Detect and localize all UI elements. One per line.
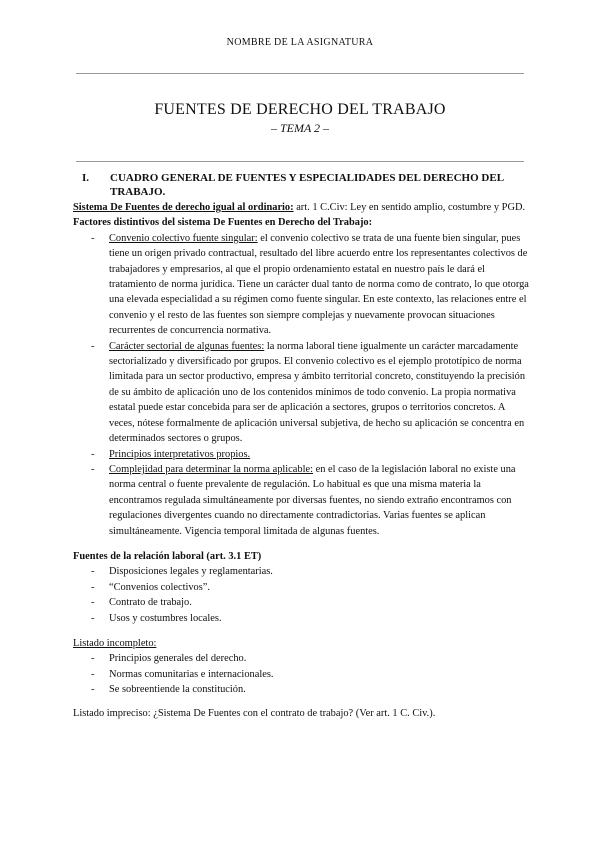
list-item: - Contrato de trabajo.: [73, 595, 529, 610]
dash-bullet: -: [91, 566, 95, 578]
listado-incompleto-heading: Listado incompleto:: [73, 637, 157, 649]
factor-term: Convenio colectivo fuente singular:: [109, 232, 258, 244]
document-body: [73, 171, 529, 721]
fuentes-relacion-heading: Fuentes de la relación laboral (art. 3.1 ET): [73, 550, 262, 562]
listado-incompleto-list: [73, 651, 529, 697]
factor-text: la norma laboral tiene igualmente un carácter marcadamente sectorializado y diversificado por grupos. El convenio colectivo es el ejemplo prototípico de norma limitada para un sector productivo, empresa y ámbito territorial concreto, constituyendo la precisión de su ámbito de aplicación uno de los contenidos mínimos de todo convenio. La propia normativa estatal puede estar concebida para ser de aplicación a sectores, grupos o territorios concretos. A veces, nótese formalmente de aplicación universal subjetiva, de hecho su aplicación se concentra en determinados sectores o grupos.: [109, 340, 526, 445]
fuentes-relacion-list: [73, 564, 529, 626]
factores-list: [73, 231, 529, 539]
dash-bullet: -: [91, 232, 95, 244]
factor-term: Complejidad para determinar la norma aplicable:: [109, 463, 313, 475]
factor-text: el convenio colectivo se trata de una fuente bien singular, pues tiene un origen privado contractual, resultado del libre acuerdo entre los representantes colectivos de trabajadores y empresarios, al que el propio ordenamiento estatal en nuestro país le dará el tratamiento de norma jurídica. Tiene un carácter dual tanto de norma como de contrato, lo que otorga una elevada especialidad a su régimen como fuente singular. En este contexto, las relaciones entre el convenio y el resto de las fuentes son siempre complejas y nuevamente provocan situaciones recurrentes de concurrencia normativa.: [109, 232, 529, 337]
section-title: CUADRO GENERAL DE FUENTES Y ESPECIALIDADES DEL DERECHO DEL TRABAJO.: [110, 172, 504, 198]
list-item: [73, 447, 529, 462]
dash-bullet: -: [91, 668, 95, 680]
list-item: - Normas comunitarias e internacionales.: [73, 667, 529, 682]
list-item: - Usos y costumbres locales.: [73, 611, 529, 626]
factor-term: Principios interpretativos propios.: [109, 448, 251, 460]
dash-bullet: -: [91, 653, 95, 665]
sistema-text: art. 1 C.Civ: Ley en sentido amplio, costumbre y PGD.: [293, 202, 526, 213]
list-item: [73, 339, 529, 447]
dash-bullet: -: [91, 463, 95, 475]
sistema-label: Sistema De Fuentes de derecho igual al ordinario:: [73, 202, 294, 213]
page-header: NOMBRE DE LA ASIGNATURA: [226, 37, 374, 48]
listado-impreciso: Listado impreciso: ¿Sistema De Fuentes con el contrato de trabajo? (Ver art. 1 C. Civ.).: [73, 707, 436, 719]
list-item: [73, 462, 529, 539]
list-item: - Se sobreentiende la constitución.: [73, 682, 529, 697]
factor-term: Carácter sectorial de algunas fuentes:: [109, 340, 265, 352]
factores-heading: Factores distintivos del sistema De Fuentes en Derecho del Trabajo:: [73, 217, 373, 229]
dash-bullet: -: [91, 612, 95, 624]
document-subtitle: – TEMA 2 –: [270, 121, 330, 135]
section-number: I.: [82, 172, 90, 184]
section-heading: [73, 171, 529, 199]
document-title: FUENTES DE DERECHO DEL TRABAJO: [154, 101, 446, 118]
list-item: - Disposiciones legales y reglamentarias.: [73, 564, 529, 579]
header-divider: [76, 73, 524, 74]
dash-bullet: -: [91, 597, 95, 609]
list-item: - “Convenios colectivos”.: [73, 580, 529, 595]
dash-bullet: -: [91, 448, 95, 460]
dash-bullet: -: [91, 340, 95, 352]
dash-bullet: -: [91, 684, 95, 696]
title-divider: [76, 161, 524, 162]
list-item: [73, 231, 529, 339]
dash-bullet: -: [91, 581, 95, 593]
sistema-paragraph: [73, 200, 529, 215]
list-item: - Principios generales del derecho.: [73, 651, 529, 666]
factor-text: en el caso de la legislación laboral no existe una norma central o fuente prevalente de regulación. Lo habitual es que una misma materia la encontramos regulada simultáneamente por diversas fuentes, no siendo extraño encontramos con regulaciones divergentes cuando no directamente contradictorias. Varias fuentes se aplican simultáneamente. Vigencia temporal limitada de algunas fuentes.: [109, 463, 516, 537]
